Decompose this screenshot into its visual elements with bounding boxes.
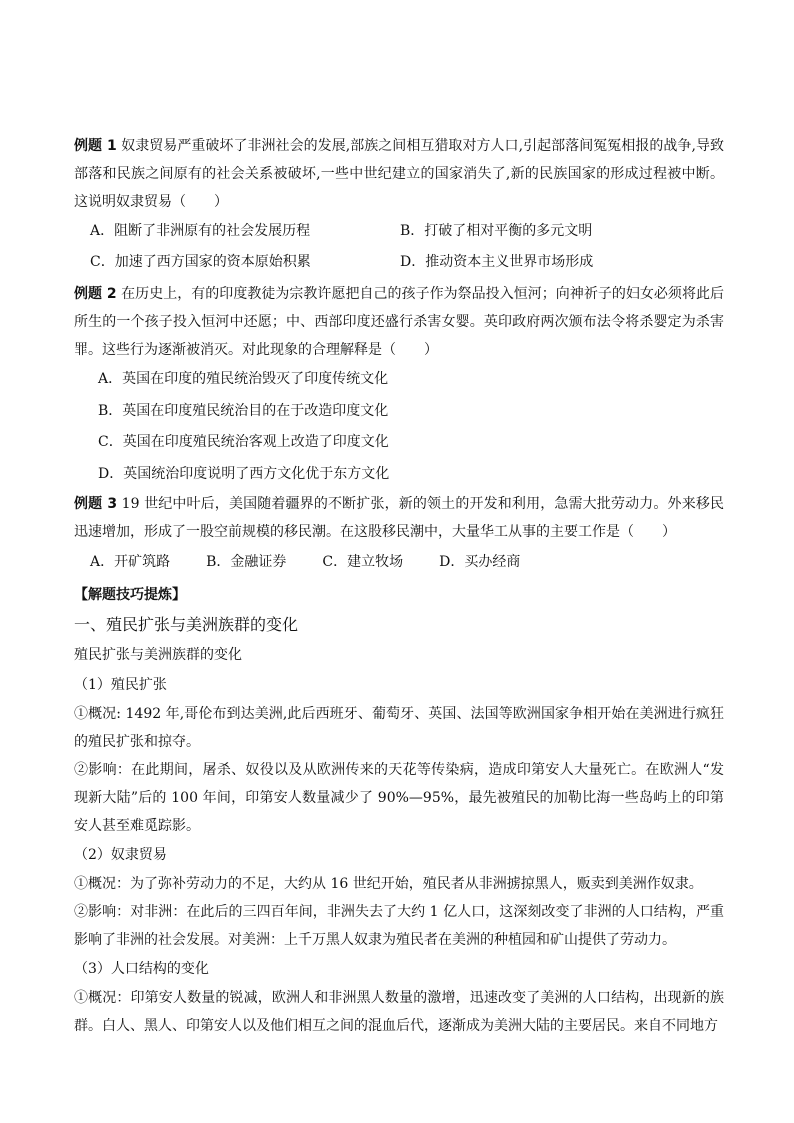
question-3-option-b: B．金融证券 [206, 554, 287, 570]
question-2-option-c: C．英国在印度殖民统治客观上改造了印度文化 [98, 434, 389, 450]
question-2-option-d: D．英国统治印度说明了西方文化优于东方文化 [98, 465, 390, 482]
subsection-1-overview: ①概况: 1492 年,哥伦布到达美洲,此后西班牙、葡萄牙、英国、法国等欧洲国家争相开始在美洲进行疯狂的殖民扩张和掠夺。 [74, 706, 724, 750]
question-3-options [74, 546, 724, 578]
document-page [74, 132, 724, 1040]
question-1-text: 奴隶贸易严重破坏了非洲社会的发展,部族之间相互猎取对方人口,引起部落间冤冤相报的战争,导致部落和民族之间原有的社会关系被破坏,一些中世纪建立的国家消失了,新的民族国家的形成过程被中断。这说明奴隶贸易（ ） [74, 138, 724, 210]
question-3-text: 19 世纪中叶后，美国随着疆界的不断扩张，新的领土的开发和利用，急需大批劳动力。外来移民迅速增加，形成了一股空前规模的移民潮。在这股移民潮中，大量华工从事的主要工作是（ ） [74, 496, 724, 540]
subsection-3-title: （3）人口结构的变化 [74, 961, 209, 977]
question-1-option-d: D．推动资本主义世界市场形成 [400, 254, 594, 270]
question-3-option-c: C．建立牧场 [322, 554, 404, 570]
question-2-option-a: A．英国在印度的殖民统治毁灭了印度传统文化 [98, 371, 389, 387]
question-2 [74, 280, 724, 364]
question-1-option-c: C．加速了西方国家的资本原始积累 [90, 254, 311, 270]
question-1 [74, 132, 724, 216]
question-2-label: 例题 2 [74, 286, 117, 302]
section-1-subtitle: 殖民扩张与美洲族群的变化 [74, 647, 242, 663]
question-2-option-b: B．英国在印度殖民统治目的在于改造印度文化 [98, 402, 389, 419]
question-3-label: 例题 3 [74, 496, 118, 512]
question-3 [74, 490, 724, 546]
question-1-option-a: A．阻断了非洲原有的社会发展历程 [90, 223, 311, 239]
question-1-options-row-2 [74, 247, 724, 278]
question-3-option-d: D．买办经商 [439, 554, 521, 570]
question-1-label: 例题 1 [74, 138, 117, 154]
subsection-1-title: （1）殖民扩张 [74, 677, 167, 693]
subsection-3-overview: ①概况：印第安人数量的锐减，欧洲人和非洲黑人数量的激增，迅速改变了美洲的人口结构，出现新的族群。白人、黑人、印第安人以及他们相互之间的混血后代，逐渐成为美洲大陆的主要居民。来自不同地方 [74, 990, 724, 1034]
question-1-option-b: B．打破了相对平衡的多元文明 [400, 223, 593, 239]
question-1-options-row-1 [74, 216, 724, 247]
section-1-title: 一、殖民扩张与美洲族群的变化 [74, 615, 299, 634]
subsection-2-impact: ②影响：对非洲：在此后的三四百年间，非洲失去了大约 1 亿人口，这深刻改变了非洲的人口结构，严重影响了非洲的社会发展。对美洲：上千万黑人奴隶为殖民者在美洲的种植园和矿山提供了劳动力。 [74, 904, 724, 948]
subsection-1-impact: ②影响：在此期间，屠杀、奴役以及从欧洲传来的天花等传染病，造成印第安人大量死亡。在欧洲人“发现新大陆”后的 100 年间，印第安人数量减少了 90%—95%，最先被殖民的加勒比海一些岛屿上的印第安人甚至难觅踪影。 [74, 762, 724, 834]
question-2-text: 在历史上，有的印度教徒为宗教许愿把自己的孩子作为祭品投入恒河；向神祈子的妇女必须将此后所生的一个孩子投入恒河中还愿；中、西部印度还盛行杀害女婴。英印政府两次颁布法令将杀婴定为杀害罪。这些行为逐渐被消灭。对此现象的合理解释是（ ） [74, 286, 724, 358]
question-3-option-a: A．开矿筑路 [90, 554, 171, 570]
tips-heading: 【解题技巧提炼】 [74, 587, 186, 603]
subsection-2-overview: ①概况：为了弥补劳动力的不足，大约从 16 世纪开始，殖民者从非洲掳掠黑人，贩卖到美洲作奴隶。 [74, 876, 703, 892]
subsection-2-title: （2）奴隶贸易 [74, 847, 167, 863]
